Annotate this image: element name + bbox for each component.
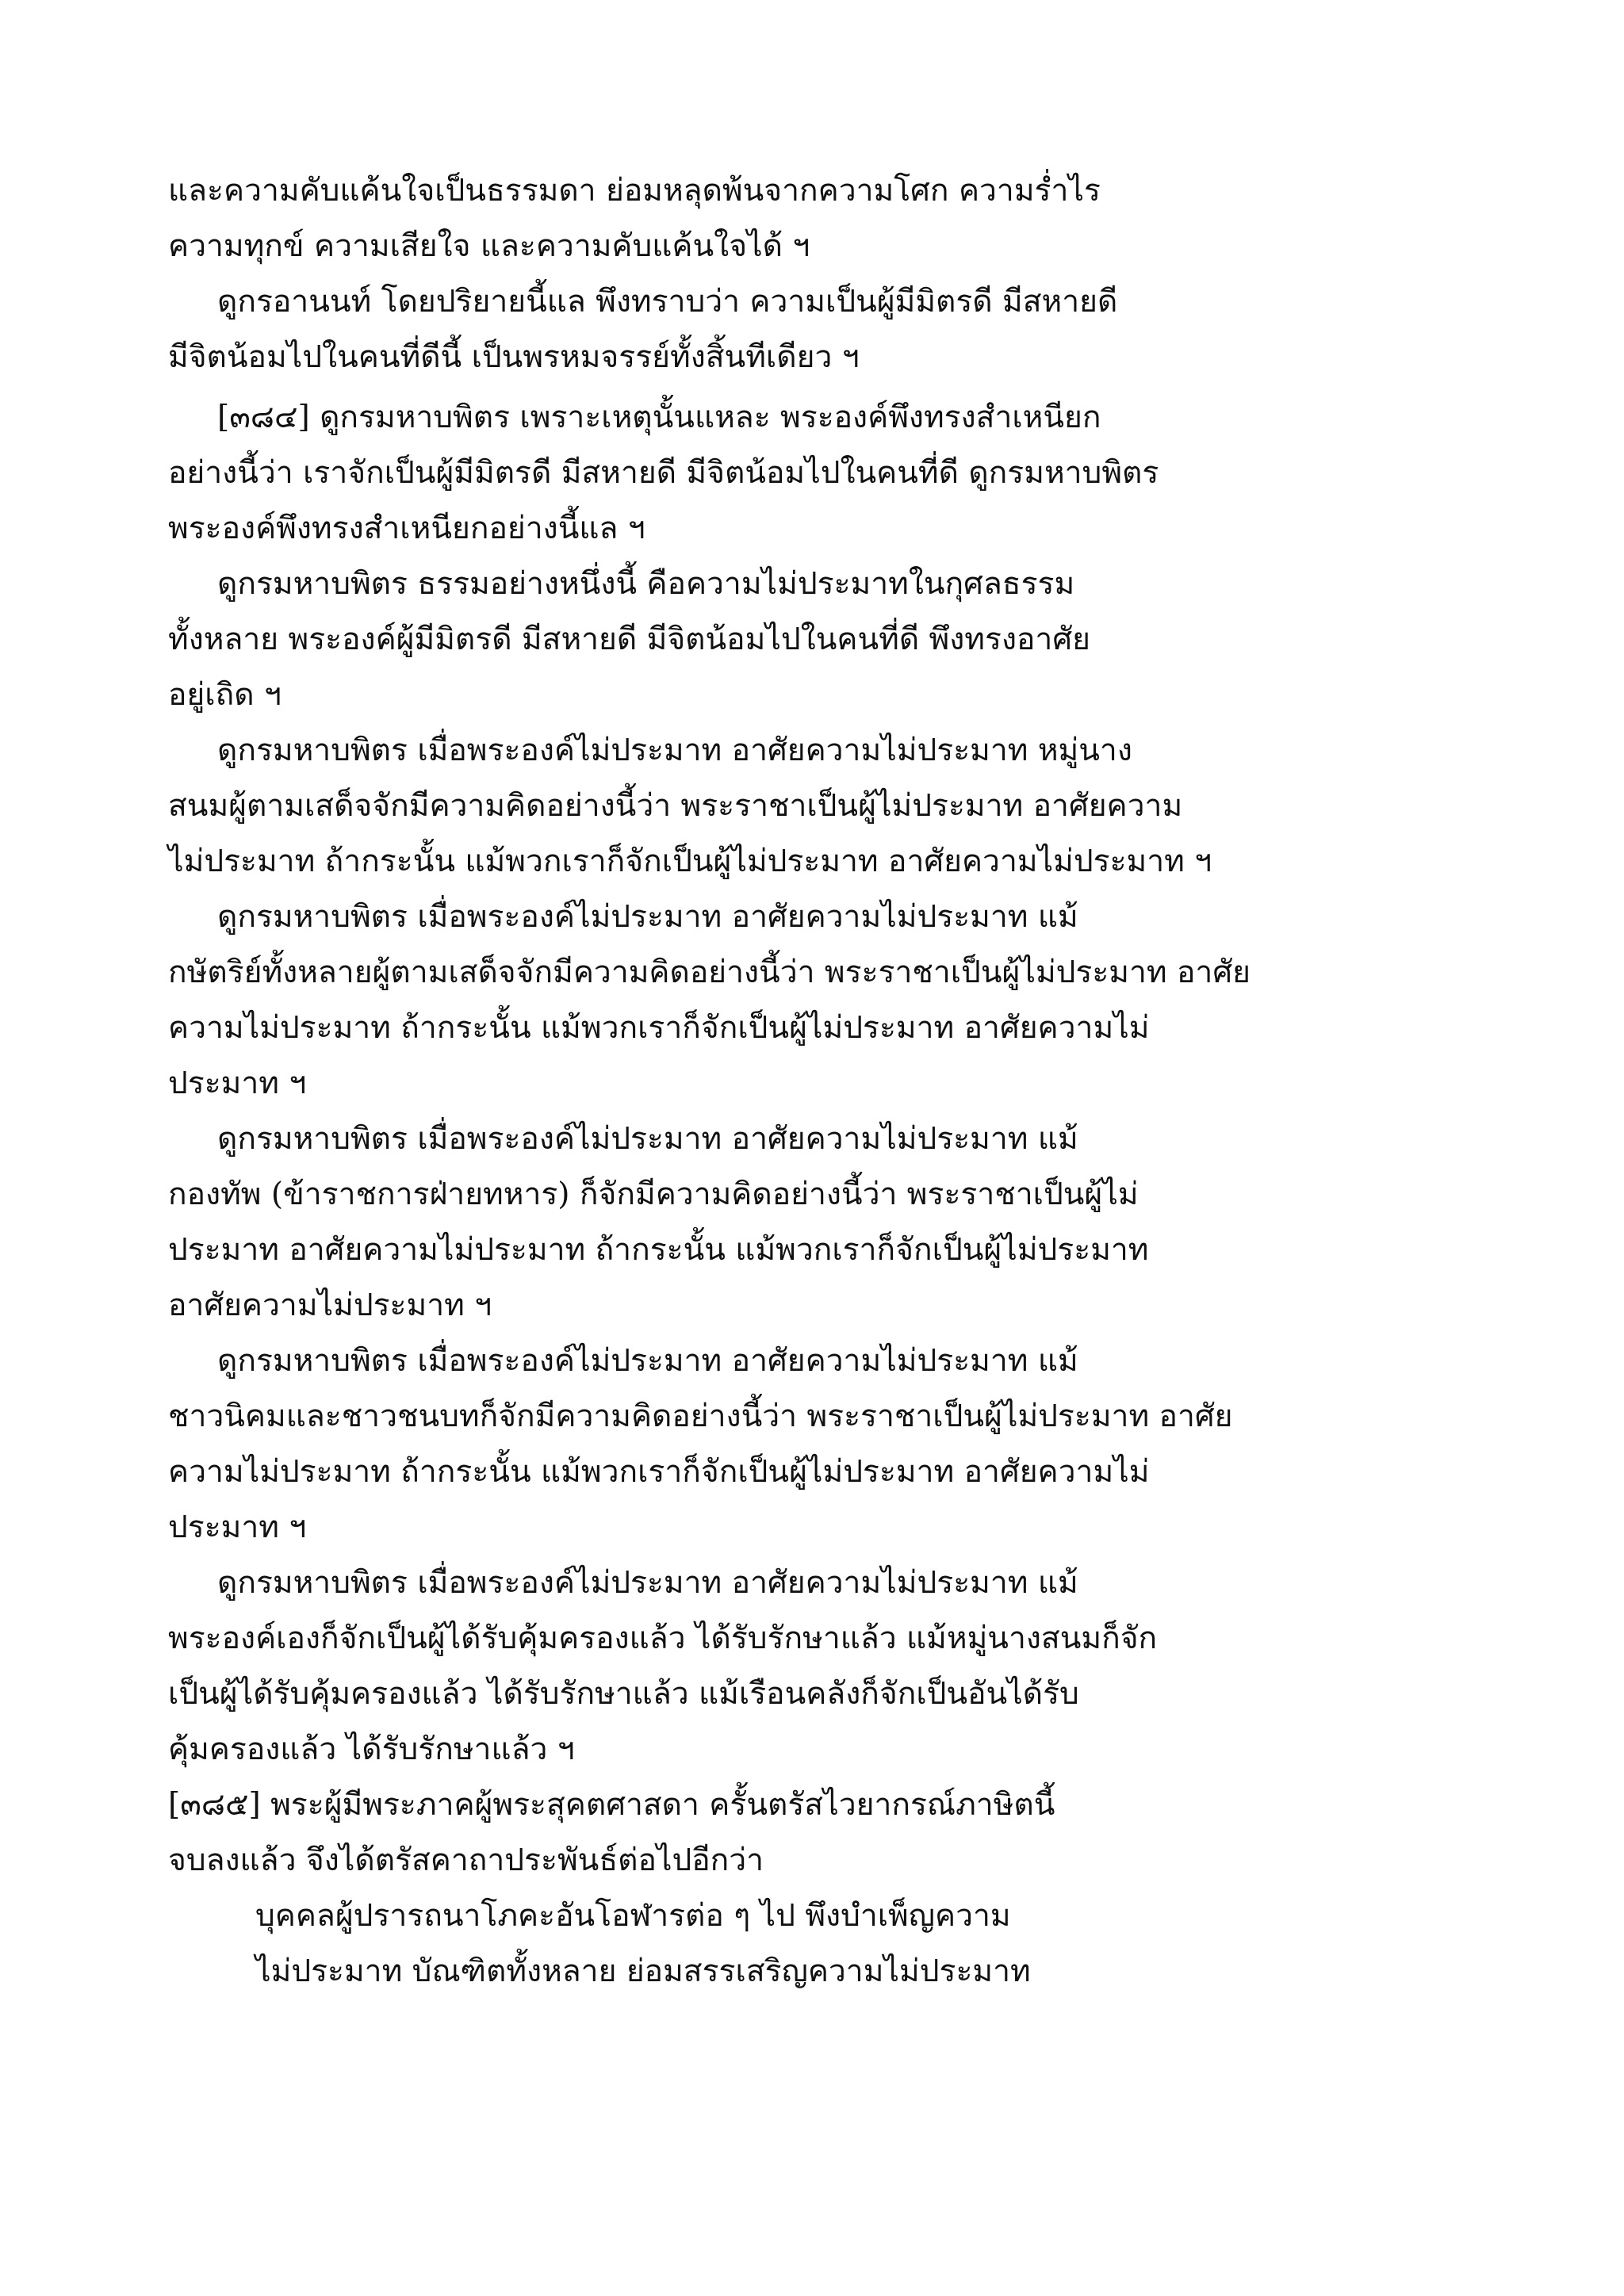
paragraph-start-line: ดูกรมหาบพิตร เมื่อพระองค์ไม่ประมาท อาศัยความไม่ประมาท หมู่นาง bbox=[217, 733, 1132, 768]
paragraph-start-line: ดูกรมหาบพิตร เมื่อพระองค์ไม่ประมาท อาศัยความไม่ประมาท แม้ bbox=[217, 1121, 1078, 1157]
verse-line: บุคคลผู้ปรารถนาโภคะอันโอฬารต่อ ๆ ไป พึงบำเพ็ญความ bbox=[255, 1898, 1011, 1934]
verse-line: ไม่ประมาท บัณฑิตทั้งหลาย ย่อมสรรเสริญความไม่ประมาท bbox=[255, 1954, 1031, 1989]
text-line: สนมผู้ตามเสด็จจักมีความคิดอย่างนี้ว่า พระราชาเป็นผู้ไม่ประมาท อาศัยความ bbox=[168, 788, 1183, 824]
text-line: ชาวนิคมและชาวชนบทก็จักมีความคิดอย่างนี้ว่า พระราชาเป็นผู้ไม่ประมาท อาศัย bbox=[168, 1399, 1233, 1434]
text-line: จบลงแล้ว จึงได้ตรัสคาถาประพันธ์ต่อไปอีกว่า bbox=[168, 1843, 764, 1878]
text-line: ประมาท อาศัยความไม่ประมาท ถ้ากระนั้น แม้พวกเราก็จักเป็นผู้ไม่ประมาท bbox=[168, 1232, 1149, 1268]
paragraph-start-line: ดูกรมหาบพิตร ธรรมอย่างหนึ่งนี้ คือความไม่ประมาทในกุศลธรรม bbox=[217, 566, 1075, 602]
text-line: ไม่ประมาท ถ้ากระนั้น แม้พวกเราก็จักเป็นผู้ไม่ประมาท อาศัยความไม่ประมาท ฯ bbox=[168, 844, 1212, 879]
text-line: พระองค์เองก็จักเป็นผู้ได้รับคุ้มครองแล้ว ได้รับรักษาแล้ว แม้หมู่นางสนมก็จัก bbox=[168, 1621, 1158, 1656]
text-line: ความทุกข์ ความเสียใจ และความคับแค้นใจได้ ฯ bbox=[168, 228, 810, 264]
text-line: กษัตริย์ทั้งหลายผู้ตามเสด็จจักมีความคิดอย่างนี้ว่า พระราชาเป็นผู้ไม่ประมาท อาศัย bbox=[168, 955, 1251, 990]
text-line: เป็นผู้ได้รับคุ้มครองแล้ว ได้รับรักษาแล้ว แม้เรือนคลังก็จักเป็นอันได้รับ bbox=[168, 1676, 1079, 1712]
text-line: ประมาท ฯ bbox=[168, 1066, 307, 1101]
text-line: อาศัยความไม่ประมาท ฯ bbox=[168, 1288, 492, 1323]
text-line: มีจิตน้อมไปในคนที่ดีนี้ เป็นพรหมจรรย์ทั้งสิ้นทีเดียว ฯ bbox=[168, 339, 860, 375]
document-body bbox=[168, 163, 1477, 1999]
text-line: ทั้งหลาย พระองค์ผู้มีมิตรดี มีสหายดี มีจิตน้อมไปในคนที่ดี พึงทรงอาศัย bbox=[168, 622, 1090, 657]
text-line: อย่างนี้ว่า เราจักเป็นผู้มีมิตรดี มีสหายดี มีจิตน้อมไปในคนที่ดี ดูกรมหาบพิตร bbox=[168, 455, 1159, 491]
text-line: ความไม่ประมาท ถ้ากระนั้น แม้พวกเราก็จักเป็นผู้ไม่ประมาท อาศัยความไม่ bbox=[168, 1010, 1150, 1046]
text-line: อยู่เถิด ฯ bbox=[168, 677, 282, 713]
text-line: และความคับแค้นใจเป็นธรรมดา ย่อมหลุดพ้นจากความโศก ความร่ำไร bbox=[168, 173, 1101, 209]
section-number-line: [๓๘๕] พระผู้มีพระภาคผู้พระสุคตศาสดา ครั้นตรัสไวยากรณ์ภาษิตนี้ bbox=[168, 1787, 1055, 1823]
paragraph-start-line: ดูกรมหาบพิตร เมื่อพระองค์ไม่ประมาท อาศัยความไม่ประมาท แม้ bbox=[217, 1343, 1078, 1379]
text-line: ประมาท ฯ bbox=[168, 1510, 307, 1545]
text-line: คุ้มครองแล้ว ได้รับรักษาแล้ว ฯ bbox=[168, 1732, 575, 1767]
text-line: กองทัพ (ข้าราชการฝ่ายทหาร) ก็จักมีความคิดอย่างนี้ว่า พระราชาเป็นผู้ไม่ bbox=[168, 1177, 1139, 1212]
text-line: พระองค์พึงทรงสำเหนียกอย่างนี้แล ฯ bbox=[168, 511, 645, 546]
paragraph-start-line: ดูกรมหาบพิตร เมื่อพระองค์ไม่ประมาท อาศัยความไม่ประมาท แม้ bbox=[217, 899, 1078, 935]
paragraph-start-line: ดูกรอานนท์ โดยปริยายนี้แล พึงทราบว่า ความเป็นผู้มีมิตรดี มีสหายดี bbox=[217, 284, 1118, 320]
section-number-line: [๓๘๔] ดูกรมหาบพิตร เพราะเหตุนั้นแหละ พระองค์พึงทรงสำเหนียก bbox=[217, 400, 1101, 435]
text-line: ความไม่ประมาท ถ้ากระนั้น แม้พวกเราก็จักเป็นผู้ไม่ประมาท อาศัยความไม่ bbox=[168, 1454, 1150, 1490]
paragraph-start-line: ดูกรมหาบพิตร เมื่อพระองค์ไม่ประมาท อาศัยความไม่ประมาท แม้ bbox=[217, 1565, 1078, 1601]
